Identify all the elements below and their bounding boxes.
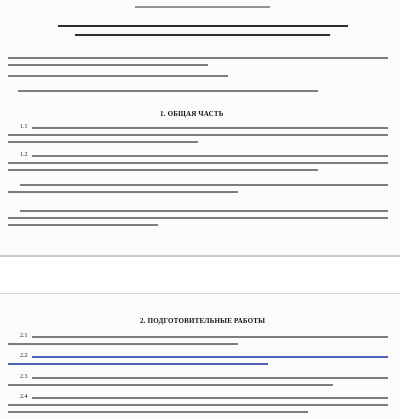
text-line (8, 75, 228, 77)
item-number: 2.4 (20, 394, 28, 400)
text-line (8, 217, 388, 219)
text-line (32, 336, 388, 338)
text-line (8, 64, 208, 66)
text-line (8, 162, 388, 164)
text-line (8, 411, 308, 413)
text-line (32, 127, 388, 129)
text-line (8, 224, 158, 226)
header-line (135, 6, 270, 8)
text-line (32, 356, 388, 358)
item-number: 2.1 (20, 333, 28, 339)
text-line (8, 141, 198, 143)
text-line (32, 397, 388, 399)
text-line (18, 90, 318, 92)
section-heading: 2. ПОДГОТОВИТЕЛЬНЫЕ РАБОТЫ (140, 317, 266, 325)
text-line (8, 191, 238, 193)
text-line (32, 155, 388, 157)
text-line (20, 210, 388, 212)
text-line (8, 134, 388, 136)
title-line (75, 34, 330, 36)
text-line (8, 384, 333, 386)
text-line (32, 377, 388, 379)
text-line (20, 184, 388, 186)
page-gap (0, 255, 400, 294)
item-number: 1.1 (20, 124, 28, 130)
text-line (8, 343, 238, 345)
text-line (8, 404, 388, 406)
section-heading: 1. ОБЩАЯ ЧАСТЬ (160, 110, 224, 118)
text-line (8, 363, 268, 365)
item-number: 2.2 (20, 353, 28, 359)
text-line (8, 169, 318, 171)
item-number: 1.2 (20, 152, 28, 158)
title-line (58, 25, 348, 27)
text-line (8, 57, 388, 59)
item-number: 2.3 (20, 374, 28, 380)
